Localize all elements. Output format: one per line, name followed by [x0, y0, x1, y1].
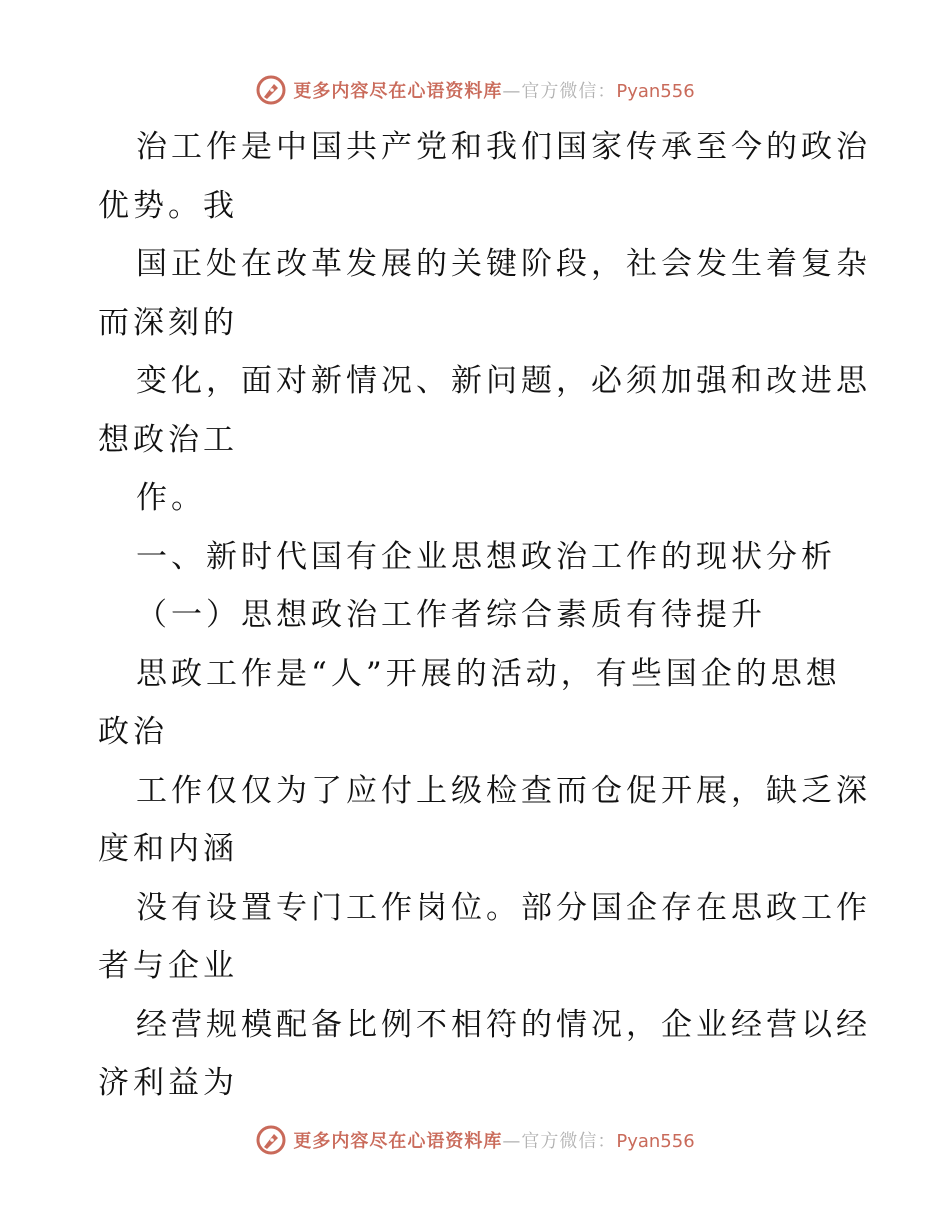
text-line: 没有设置专门工作岗位。部分国企存在思政工作 — [136, 889, 871, 926]
banner-dash: — — [502, 1131, 522, 1152]
text-line: 度和内涵 — [98, 831, 238, 867]
text-line: 思政工作是“人”开展的活动，有些国企的思想 — [136, 655, 841, 692]
text-line: 作。 — [136, 480, 206, 516]
text-line: 工作仅仅为了应付上级检查而仓促开展，缺乏深 — [136, 772, 871, 809]
text-line: 者与企业 — [98, 948, 238, 984]
pen-nib-logo-icon — [255, 1124, 287, 1156]
banner-main-text: 更多内容尽在心语资料库 — [293, 1131, 503, 1152]
banner-dash: — — [502, 81, 522, 102]
text-line: （一）思想政治工作者综合素质有待提升 — [136, 597, 766, 633]
text-line: 一、新时代国有企业思想政治工作的现状分析 — [136, 538, 836, 575]
text-line: 政治 — [98, 714, 168, 750]
text-line: 变化，面对新情况、新问题，必须加强和改进思 — [136, 363, 871, 399]
text-line: 济利益为 — [98, 1065, 238, 1101]
text-line: 优势。我 — [98, 187, 238, 224]
banner-main-text: 更多内容尽在心语资料库 — [293, 81, 503, 102]
text-line: 经营规模配备比例不相符的情况，企业经营以经 — [136, 1006, 871, 1043]
banner-wechat-label: 官方微信： — [521, 81, 617, 102]
text-line: 而深刻的 — [98, 304, 238, 341]
header-banner — [0, 70, 950, 110]
text-line: 想政治工 — [98, 421, 238, 458]
banner-wechat-label: 官方微信： — [521, 1131, 617, 1152]
banner-wechat-id: Pyan556 — [616, 81, 695, 102]
pen-nib-logo-icon — [255, 74, 287, 106]
text-line: 治工作是中国共产党和我们国家传承至今的政治 — [136, 129, 871, 165]
document-body — [98, 118, 871, 1113]
text-line: 国正处在改革发展的关键阶段，社会发生着复杂 — [136, 246, 871, 282]
footer-banner — [0, 1120, 950, 1160]
banner-wechat-id: Pyan556 — [616, 1131, 695, 1152]
